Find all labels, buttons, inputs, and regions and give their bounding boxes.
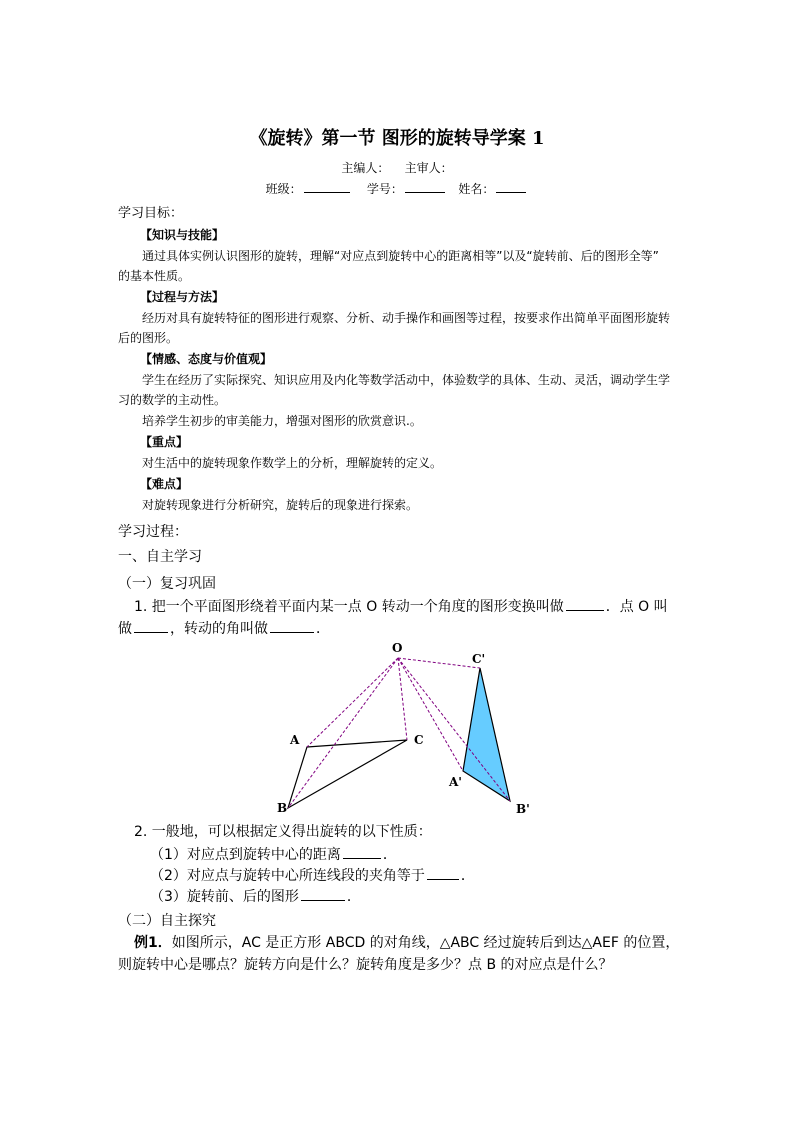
part1-heading: 一、自主学习 [118, 549, 202, 565]
p1-blank[interactable] [343, 845, 381, 859]
segment-OC1 [398, 658, 480, 668]
example-1-line-1: 例1．如图所示，AC 是正方形 ABCD 的对角线，△ABC 经过旋转后到达△AEF 的位置， [134, 935, 680, 951]
rotation-figure [270, 638, 540, 820]
question-1-line-2: 做 ，转动的角叫做 ． [118, 621, 330, 637]
question-2: 2. 一般地，可以根据定义得出旋转的以下性质： [134, 824, 432, 840]
key-text: 对生活中的旋转现象作数学上的分析，理解旋转的定义。 [142, 456, 443, 470]
difficulty-text: 对旋转现象进行分析研究，旋转后的现象进行探索。 [142, 498, 419, 512]
emotion-text-3: 培养学生初步的审美能力，增强对图形的欣赏意识.。 [142, 414, 422, 428]
label-C: C [414, 733, 424, 747]
label-C1: C' [472, 652, 486, 666]
property-3: （3）旋转前、后的图形 ． [150, 889, 361, 905]
example-1-line-2: 则旋转中心是哪点？旋转方向是什么？旋转角度是多少？点 B 的对应点是什么？ [118, 957, 613, 973]
q1-blank-1[interactable] [566, 597, 604, 611]
reviewer-label: 主审人： [404, 161, 453, 175]
knowledge-text-1: 通过具体实例认识图形的旋转，理解“对应点到旋转中心的距离相等”以及“旋转前、后的图形全等” [142, 249, 659, 263]
q1-blank-3[interactable] [270, 619, 314, 633]
process-label: 【过程与方法】 [140, 290, 225, 304]
authors-line [0, 160, 794, 176]
explore-heading: （二）自主探究 [118, 913, 216, 929]
rotated-triangle [463, 668, 510, 801]
review-heading: （一）复习巩固 [118, 576, 216, 592]
name-label: 姓名： [458, 182, 495, 196]
emotion-label: 【情感、态度与价值观】 [140, 352, 273, 366]
label-A: A [290, 733, 300, 747]
p3-blank[interactable] [301, 887, 345, 901]
student-info-line [0, 181, 794, 197]
p2-blank[interactable] [427, 866, 459, 880]
label-B: B [277, 801, 288, 815]
number-label: 学号： [366, 182, 403, 196]
goals-heading: 学习目标： [118, 206, 184, 221]
class-label: 班级： [265, 182, 302, 196]
original-triangle [288, 740, 407, 808]
label-A1: A' [449, 775, 462, 789]
knowledge-label: 【知识与技能】 [140, 228, 225, 242]
class-blank[interactable] [304, 181, 350, 193]
question-1-line-1: 1. 把一个平面图形绕着平面内某一点 O 转动一个角度的图形变换叫做 ．点 O 叫 [134, 599, 668, 615]
label-B1: B' [516, 802, 530, 816]
name-blank[interactable] [496, 181, 526, 193]
emotion-text-1: 学生在经历了实际探究、知识应用及内化等数学活动中，体验数学的具体、生动、灵活，调动学生学 [142, 373, 671, 387]
editor-label: 主编人： [341, 161, 390, 175]
document-title: 《旋转》第一节 图形的旋转导学案 1 [249, 128, 545, 149]
segment-OA [307, 658, 398, 747]
emotion-text-2: 习的数学的主动性。 [118, 393, 227, 407]
segment-OC [398, 658, 407, 740]
property-2: （2）对应点与旋转中心所连线段的夹角等于 ． [150, 868, 475, 884]
number-blank[interactable] [405, 181, 445, 193]
difficulty-label: 【难点】 [140, 477, 189, 491]
process-heading: 学习过程： [118, 524, 188, 540]
segment-OB [288, 658, 398, 808]
q1-blank-2[interactable] [134, 619, 168, 633]
segment-OA1 [398, 658, 463, 771]
key-label: 【重点】 [140, 435, 189, 449]
process-text-1: 经历对具有旋转特征的图形进行观察、分析、动手操作和画图等过程，按要求作出简单平面图形旋转 [142, 311, 671, 325]
example-1-label: 例1． [134, 935, 172, 951]
label-O: O [392, 641, 403, 655]
property-1: （1）对应点到旋转中心的距离 ． [150, 847, 397, 863]
process-text-2: 后的图形。 [118, 331, 179, 345]
knowledge-text-2: 的基本性质。 [118, 269, 191, 283]
